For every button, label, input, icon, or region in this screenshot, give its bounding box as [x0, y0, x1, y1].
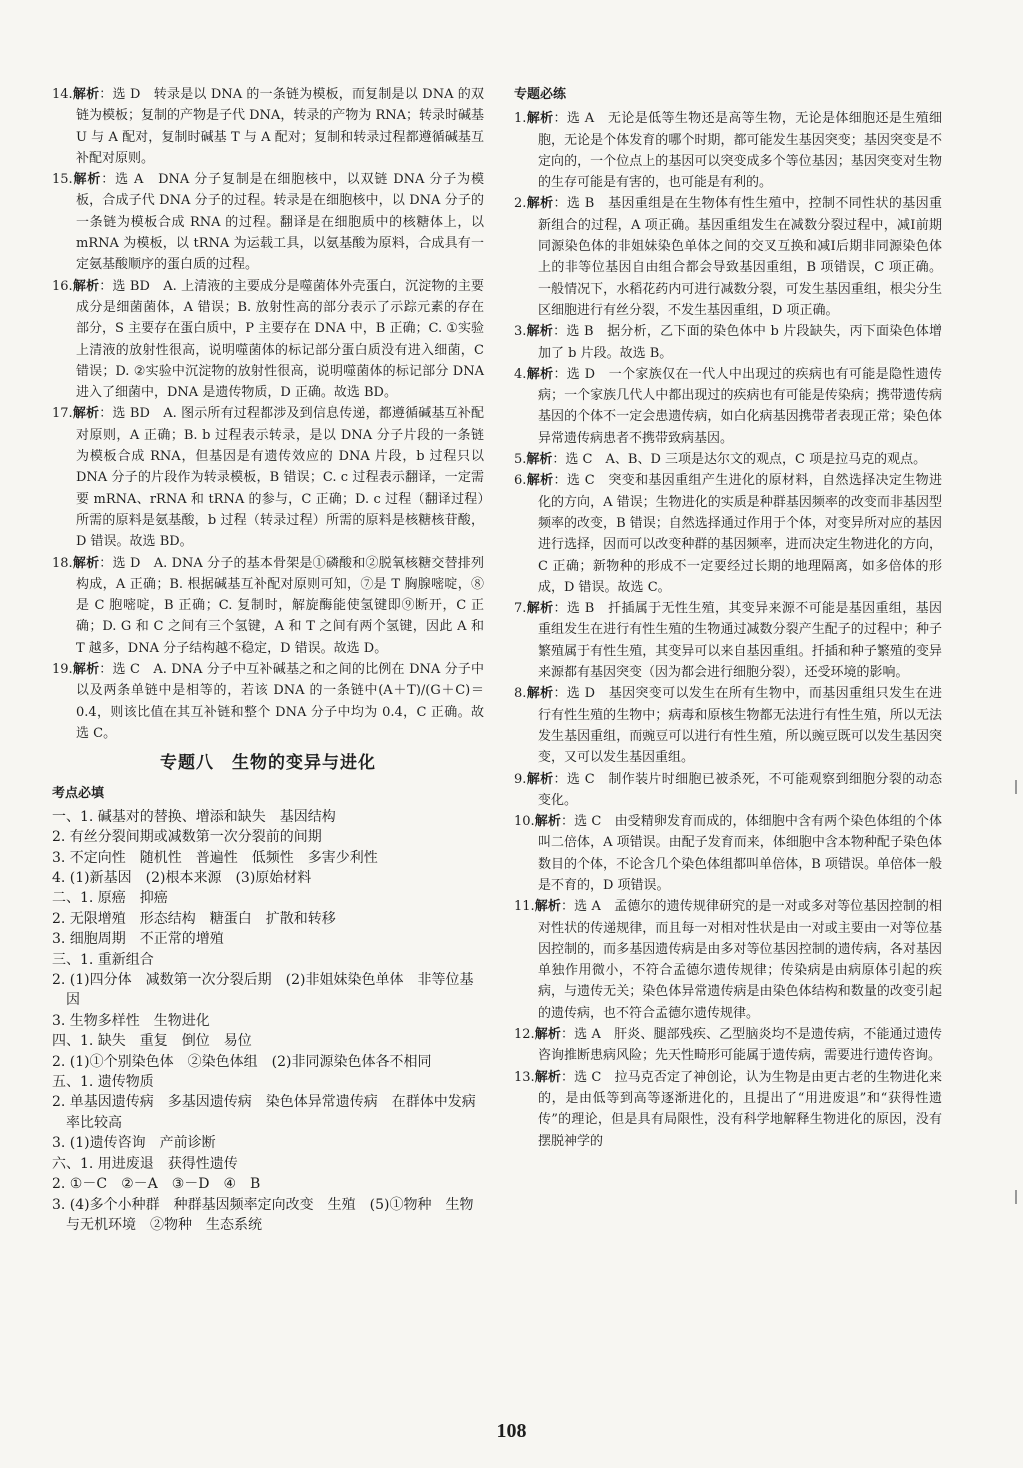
- entry-label: 解析: [72, 555, 100, 571]
- answer-entry: [52, 84, 484, 169]
- fill-line: 2. (1)四分体 减数第一次分裂后期 (2)非姐妹染色单体 非等位基因: [52, 972, 474, 1009]
- entry-text: ：选 D 一个家族仅在一代人中出现过的疾病也有可能是隐性遗传病；一个家族几代人中都出现过的疾病也有可能是传染病；携带遗传病基因的个体不一定会患遗传病，如白化病基因携带者表现正常；染色体异常遗传病患者不携带致病基因。: [538, 366, 942, 446]
- left-answer-list: [52, 84, 484, 744]
- entry-text: ：选 B 扦插属于无性生殖，其变异来源不可能是基因重组，基因重组发生在进行有性生殖的生物通过减数分裂产生配子的过程中；种子繁殖属于有性生殖，其变异可以来自基因重组。扦插和种子繁殖的变异来源都有基因突变（因为都会进行细胞分裂），还受环境的影响。: [538, 601, 942, 681]
- fill-line: 3. (1)遗传咨询 产前诊断: [52, 1135, 216, 1152]
- entry-label: 解析: [72, 662, 100, 678]
- right-answer-list: [514, 108, 942, 1152]
- right-column: [514, 84, 942, 1152]
- answer-entry: [514, 769, 942, 812]
- entry-number: 15.: [52, 172, 73, 188]
- fill-line: 3. 不定向性 随机性 普遍性 低频性 多害少利性: [52, 849, 378, 866]
- entry-label: 解析: [526, 452, 553, 468]
- answer-entry: [514, 1067, 942, 1152]
- answer-entry: [52, 169, 484, 275]
- edge-mark: [1015, 780, 1017, 794]
- entry-label: 解析: [534, 1027, 562, 1043]
- fill-line: 二、1. 原癌 抑癌: [52, 890, 168, 907]
- answer-entry: [514, 683, 942, 768]
- answer-entry: [514, 193, 942, 321]
- entry-number: 13.: [514, 1069, 535, 1085]
- fill-line: 五、1. 遗传物质: [52, 1074, 154, 1091]
- entry-number: 18.: [52, 555, 73, 571]
- entry-number: 7.: [514, 601, 527, 617]
- entry-text: ：选 A 孟德尔的遗传规律研究的是一对或多对等位基因控制的相对性状的传递规律，而且每一对相对性状是由一对或主要由一对等位基因控制的，而多基因遗传病是由多对等位基因控制的遗传病，各对基因单独作用微小，不符合孟德尔遗传规律；传染病是由病原体引起的疾病，与遗传无关；染色体异常遗传病是由染色体结构和数量的改变引起的遗传病，也不符合孟德尔遗传规律。: [538, 899, 942, 1021]
- entry-number: 4.: [514, 366, 527, 382]
- entry-text: ：选 A 无论是低等生物还是高等生物，无论是体细胞还是生殖细胞，无论是个体发育的哪个时期，都可能发生基因突变；基因突变是不定向的，一个位点上的基因可以突变成多个等位基因；基因突变对生物的生存可能是有害的，也可能是有利的。: [538, 111, 942, 191]
- fill-line: 2. 有丝分裂间期或减数第一次分裂前的间期: [52, 829, 322, 846]
- fill-line: 3. (4)多个小种群 种群基因频率定向改变 生殖 (5)①物种 生物与无机环境 ②物种 生态系统: [52, 1196, 474, 1233]
- entry-text: ：选 BD A. 图示所有过程都涉及到信息传递，都遵循碱基互补配对原则，A 正确；B. b 过程表示转录，是以 DNA 分子片段的一条链为模板合成 RNA，但基因是有遗传效应的 DNA 片段，b 过程只以 DNA 分子的片段作为转录模板，B 错误；C. c 过程表示翻译，一定需要 mRNA、rRNA 和 tRNA 的参与，C 正确；D. c 过程（翻译过程）所需的原料是氨基酸，b 过程（转录过程）所需的原料是核糖核苷酸，D 错误。故选 BD。: [76, 406, 484, 550]
- page-number: 108: [496, 1420, 527, 1442]
- entry-number: 6.: [514, 473, 527, 489]
- entry-text: ：选 C 突变和基因重组产生进化的原材料，自然选择决定生物进化的方向，A 错误；生物进化的实质是种群基因频率的改变而非基因型频率的改变，B 错误；自然选择通过作用于个体，对变异所对应的基因进行选择，因而可以改变种群的基因频率，进而决定生物进化的方向，C 正确；新物种的形成不一定要经过长期的地理隔离，如多倍体的形成，D 错误。故选 C。: [538, 473, 942, 595]
- entry-number: 5.: [514, 452, 527, 468]
- entry-number: 1.: [514, 111, 527, 127]
- answer-entry: [52, 659, 484, 744]
- answer-entry: [514, 896, 942, 1024]
- entry-text: ：选 D 基因突变可以发生在所有生物中，而基因重组只发生在进行有性生殖的生物中；病毒和原核生物都无法进行有性生殖，所以无法发生基因重组，而豌豆可以进行有性生殖，所以豌豆既可以发生基因突变，又可以发生基因重组。: [538, 686, 942, 766]
- entry-label: 解析: [526, 686, 554, 702]
- fill-line: 4. (1)新基因 (2)根本来源 (3)原始材料: [52, 870, 312, 887]
- entry-label: 解析: [526, 324, 554, 340]
- answer-entry: [52, 403, 484, 552]
- fill-line: 2. 无限增殖 形态结构 糖蛋白 扩散和转移: [52, 910, 336, 927]
- entry-number: 8.: [514, 686, 527, 702]
- answer-entry: [514, 598, 942, 683]
- fill-line: 2. 单基因遗传病 多基因遗传病 染色体异常遗传病 在群体中发病率比较高: [52, 1094, 476, 1131]
- entry-text: ：选 C 拉马克否定了神创论，认为生物是由更古老的生物进化来的，是由低等到高等逐渐进化的，且提出了“用进废退”和“获得性遗传”的理论，但是具有局限性，没有科学地解释生物进化的原因，没有摆脱神学的: [538, 1069, 942, 1149]
- answer-entry: [52, 553, 484, 659]
- fill-in-answer-list: [52, 807, 484, 1236]
- answer-entry: [514, 449, 942, 470]
- entry-text: ：选 B 基因重组是在生物体有性生殖中，控制不同性状的基因重新组合的过程，A 项正确。基因重组发生在减数分裂过程中，减Ⅰ前期同源染色体的非姐妹染色单体之间的交叉互换和减Ⅰ后期非同源染色体上的非等位基因自由组合都会导致基因重组，B 项错误，C 项正确。一般情况下，水稻花药内可进行减数分裂，可发生基因重组，根尖分生区细胞进行有丝分裂，不发生基因重组，D 项正确。: [538, 196, 942, 318]
- section-title: 专题八 生物的变异与进化: [160, 753, 376, 774]
- entry-text: ：选 D A. DNA 分子的基本骨架是①磷酸和②脱氧核糖交替排列构成，A 正确；B. 根据碱基互补配对原则可知，⑦是 T 胸腺嘧啶，⑧是 C 胞嘧啶，B 正确；C. 复制时，解旋酶能使氢键即⑨断开，C 正确；D. G 和 C 之间有三个氢键，A 和 T 之间有两个氢键，因此 A 和 T 越多，DNA 分子结构越不稳定，D 错误。故选 D。: [76, 555, 484, 656]
- practice-subheading: 专题必练: [514, 87, 567, 102]
- entry-text: ：选 B 据分析，乙下面的染色体中 b 片段缺失，丙下面染色体增加了 b 片段。故选 B。: [538, 324, 942, 361]
- fill-line: 2. ①－C ②－A ③－D ④ B: [52, 1176, 261, 1193]
- entry-text: ：选 D 转录是以 DNA 的一条链为模板，而复制是以 DNA 的双链为模板；复制的产物是子代 DNA，转录的产物为 RNA；转录时碱基 U 与 A 配对，复制时碱基 T 与 A 配对；复制和转录过程都遵循碱基互补配对原则。: [76, 87, 485, 166]
- entry-number: 17.: [52, 406, 73, 422]
- entry-label: 解析: [534, 814, 561, 830]
- entry-label: 解析: [526, 473, 554, 489]
- entry-text: ：选 BD A. 上清液的主要成分是噬菌体外壳蛋白，沉淀物的主要成分是细菌菌体，A 错误；B. 放射性高的部分表示了示踪元素的存在部分，S 主要存在蛋白质中，P 主要存在 DNA 中，B 正确；C. ①实验上清液的放射性很高，说明噬菌体的标记部分蛋白质没有进入细菌，C 错误；D. ②实验中沉淀物的放射性很高，说明噬菌体的标记部分 DNA 进入了细菌中，DNA 是遗传物质，D 正确。故选 BD。: [76, 278, 484, 401]
- fill-line: 2. (1)①个别染色体 ②染色体组 (2)非同源染色体各不相同: [52, 1053, 432, 1070]
- fill-line: 3. 细胞周期 不正常的增殖: [52, 931, 224, 948]
- entry-label: 解析: [526, 601, 554, 617]
- entry-text: ：选 C A、B、D 三项是达尔文的观点，C 项是拉马克的观点。: [552, 452, 927, 468]
- fill-line: 3. 生物多样性 生物进化: [52, 1012, 210, 1029]
- edge-mark: [1015, 1190, 1017, 1204]
- fill-line: 一、1. 碱基对的替换、增添和缺失 基因结构: [52, 808, 336, 825]
- entry-label: 解析: [526, 196, 554, 212]
- section-subheading: 考点必填: [52, 785, 105, 801]
- answer-entry: [514, 1024, 942, 1067]
- left-column: [52, 84, 484, 1235]
- entry-number: 12.: [514, 1027, 535, 1043]
- entry-text: ：选 C A. DNA 分子中互补碱基之和之间的比例在 DNA 分子中以及两条单链中是相等的，若该 DNA 的一条链中(A＋T)/(G＋C)＝0.4，则该比值在其互补链和整个 DNA 分子中均为 0.4，C 正确。故选 C。: [76, 662, 484, 741]
- entry-number: 11.: [514, 899, 535, 915]
- answer-entry: [514, 470, 942, 598]
- fill-line: 三、1. 重新组合: [52, 951, 154, 968]
- entry-number: 9.: [514, 771, 527, 787]
- entry-label: 解析: [526, 771, 554, 787]
- entry-label: 解析: [526, 111, 554, 127]
- answer-entry: [514, 811, 942, 896]
- entry-text: ：选 A DNA 分子复制是在细胞核中，以双链 DNA 分子为模板，合成子代 DNA 分子的过程。转录是在细胞核中，以 DNA 分子的一条链为模板合成 RNA 的过程。翻译是在细胞质中的核糖体上，以 mRNA 为模板，以 tRNA 为运载工具，以氨基酸为原料，合成具有一定氨基酸顺序的蛋白质的过程。: [76, 172, 484, 273]
- fill-line: 六、1. 用进废退 获得性遗传: [52, 1155, 238, 1172]
- entry-number: 14.: [52, 87, 73, 102]
- answer-entry: [52, 276, 484, 404]
- entry-number: 19.: [52, 662, 73, 678]
- entry-label: 解析: [72, 172, 102, 188]
- entry-number: 3.: [514, 324, 527, 340]
- entry-label: 解析: [534, 899, 562, 915]
- answer-entry: [514, 321, 942, 364]
- entry-label: 解析: [72, 87, 100, 102]
- entry-label: 解析: [72, 278, 100, 294]
- entry-number: 10.: [514, 814, 535, 830]
- answer-entry: [514, 108, 942, 193]
- entry-text: ：选 A 肝炎、腿部残疾、乙型脑炎均不是遗传病，不能通过遗传咨询推断患病风险；先天性畸形可能属于遗传病，需要进行遗传咨询。: [538, 1027, 942, 1064]
- entry-label: 解析: [534, 1069, 561, 1085]
- entry-number: 16.: [52, 278, 73, 294]
- entry-text: ：选 C 制作装片时细胞已被杀死，不可能观察到细胞分裂的动态变化。: [538, 771, 942, 808]
- entry-text: ：选 C 由受精卵发育而成的，体细胞中含有两个染色体组的个体叫二倍体，A 项错误。由配子发育而来，体细胞中含本物种配子染色体数目的个体，不论含几个染色体组都叫单倍体，B 项错误。单倍体一般是不育的，D 项错误。: [538, 814, 942, 893]
- entry-label: 解析: [526, 366, 554, 382]
- fill-line: 四、1. 缺失 重复 倒位 易位: [52, 1033, 252, 1050]
- entry-number: 2.: [514, 196, 527, 212]
- entry-label: 解析: [72, 406, 100, 422]
- answer-entry: [514, 364, 942, 449]
